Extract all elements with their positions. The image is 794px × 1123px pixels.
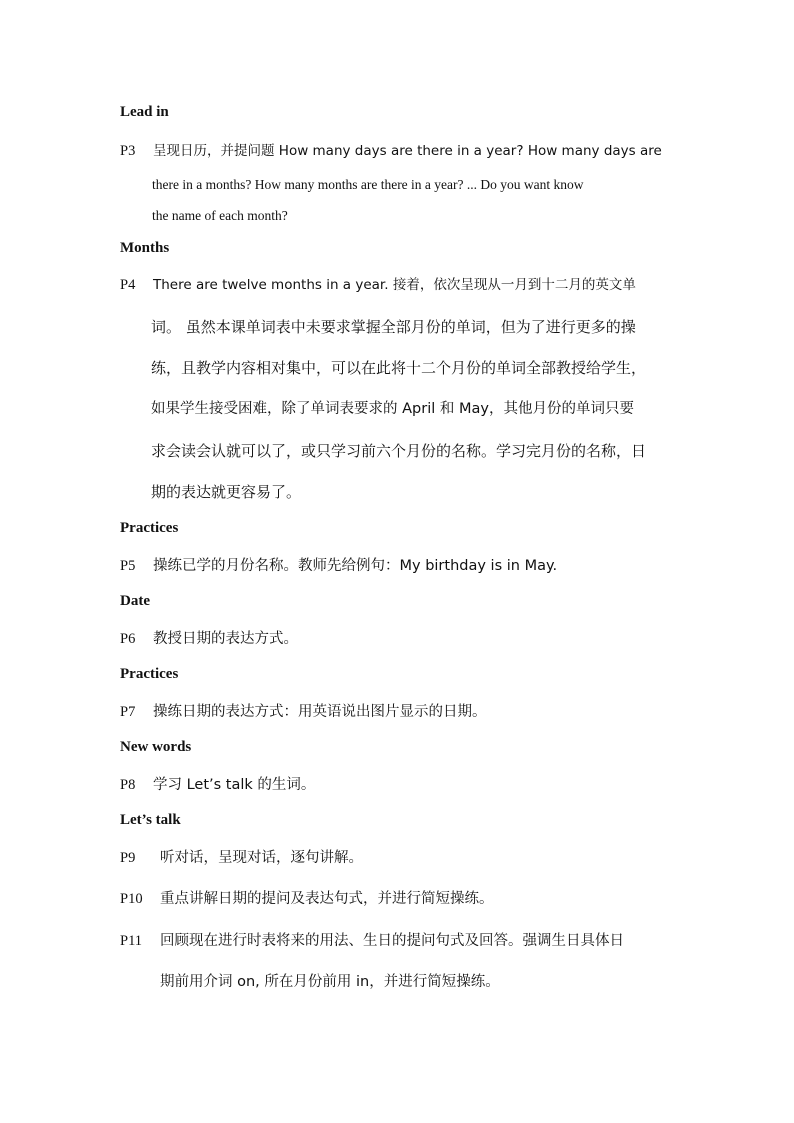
heading-practices-1: Practices (120, 520, 179, 536)
heading-new-words: New words (120, 739, 192, 755)
heading-months: Months (120, 240, 170, 256)
p4-line-2: 词。 虽然本课单词表中未要求掌握全部月份的单词，但为了进行更多的操 (151, 318, 636, 336)
p8-line-1: 学习 Let’s talk 的生词。 (153, 777, 316, 793)
item-number-p6: P6 (120, 631, 136, 647)
p4-line-3: 练，且教学内容相对集中，可以在此将十二个月份的单词全部教授给学生， (151, 359, 647, 377)
item-number-p10: P10 (120, 891, 143, 907)
heading-lets-talk: Let’s talk (120, 812, 181, 828)
p9-line-1: 听对话，呈现对话，逐句讲解。 (160, 850, 363, 866)
item-number-p9: P9 (120, 850, 136, 866)
p4-line-5: 求会读会认就可以了，或只学习前六个月份的名称。学习完月份的名称，日 (151, 442, 647, 460)
p3-line-1: 呈现日历，并提问题 How many days are there in a year? How many days are (153, 143, 662, 159)
p4-line-6: 期的表达就更容易了。 (151, 483, 302, 501)
p11-line-2: 期前用介词 on, 所在月份前用 in，并进行简短操练。 (160, 974, 500, 990)
heading-lead-in: Lead in (120, 104, 169, 120)
p10-line-1: 重点讲解日期的提问及表达句式，并进行简短操练。 (160, 891, 494, 907)
p4-line-1: There are twelve months in a year. 接着，依次呈现从一月到十二月的英文单 (153, 277, 636, 293)
heading-date: Date (120, 593, 150, 609)
item-number-p11: P11 (120, 933, 143, 949)
item-number-p4: P4 (120, 277, 136, 293)
item-number-p5: P5 (120, 558, 136, 574)
p4-line-4: 如果学生接受困难，除了单词表要求的 April 和 May，其他月份的单词只要 (151, 401, 634, 417)
p5-line-1: 操练已学的月份名称。教师先给例句：My birthday is in May. (153, 558, 558, 574)
item-number-p3: P3 (120, 143, 136, 159)
p7-line-1: 操练日期的表达方式：用英语说出图片显示的日期。 (153, 704, 487, 720)
item-number-p8: P8 (120, 777, 136, 793)
heading-practices-2: Practices (120, 666, 179, 682)
p11-line-1: 回顾现在进行时表将来的用法、生日的提问句式及回答。强调生日具体日 (160, 933, 624, 949)
p6-line-1: 教授日期的表达方式。 (153, 631, 298, 647)
p3-line-3: the name of each month? (152, 208, 288, 223)
p3-line-2: there in a months? How many months are there in a year? ... Do you want know (152, 177, 584, 192)
item-number-p7: P7 (120, 704, 136, 720)
